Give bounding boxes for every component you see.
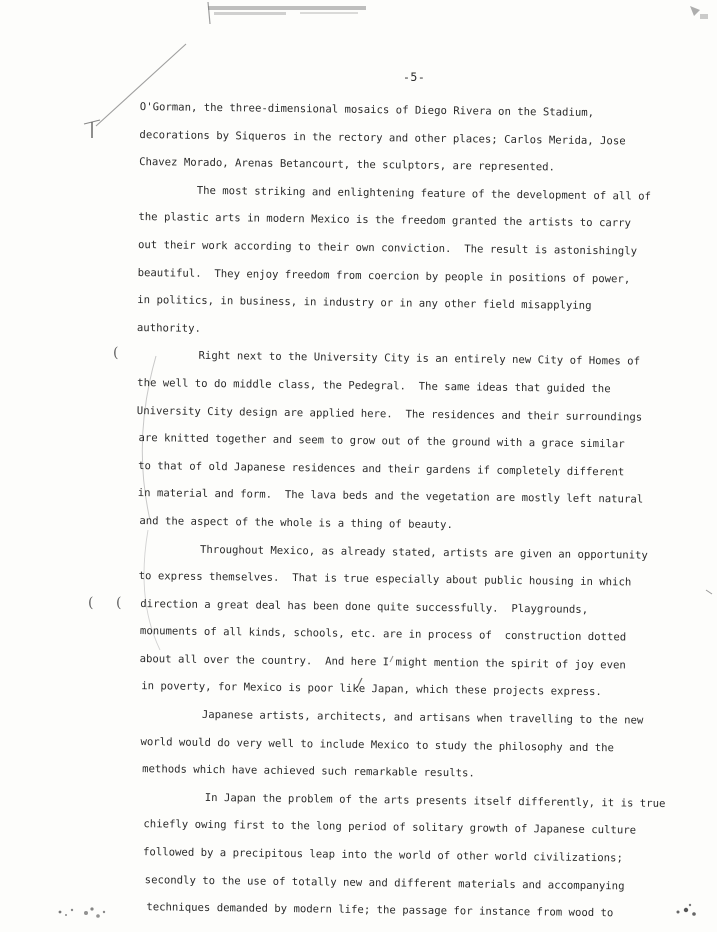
text-line: chiefly owing first to the long period of solitary growth of Japanese culture [143, 818, 637, 837]
margin-brackets [88, 345, 121, 611]
text-line: secondly to the use of totally new and different materials and accompanying [144, 873, 625, 893]
margin-tick-right [706, 590, 712, 594]
text-line: are knitted together and seem to grow out of the ground with a grace similar [138, 432, 625, 451]
text-line: to express themselves. That is true especially about public housing in which [138, 570, 632, 589]
page-number: -5- [403, 70, 426, 84]
text-line: in material and form. The lava beds and the vegetation are mostly left natural [137, 487, 644, 506]
text-line: Throughout Mexico, as already stated, artists are given an opportunity [199, 543, 648, 562]
text-line: In Japan the problem of the arts presents itself differently, it is true [204, 791, 666, 810]
text-line: direction a great deal has been done quite successfully. Playgrounds, [140, 597, 589, 616]
text-line: Chavez Morado, Arenas Betancourt, the sculptors, are represented. [139, 156, 556, 174]
text-line: in politics, in business, in industry or in any other field misapplying [137, 294, 592, 313]
text-line: in poverty, for Mexico is poor like Japan, which these projects express. [141, 680, 602, 699]
text-line: out their work according to their own conviction. The result is astonishingly [137, 238, 638, 258]
body-text [129, 94, 688, 929]
text-line: Japanese artists, architects, and artisans when travelling to the new [201, 708, 644, 727]
text-line: world would do very well to include Mexico to study the philosophy and the [140, 735, 615, 754]
svg-text:(: ( [113, 345, 119, 361]
text-line: the well to do middle class, the Pedegral. The same ideas that guided the [137, 376, 611, 396]
text-line: monuments of all kinds, schools, etc. are in process of construction dotted [139, 625, 627, 644]
text-line: Right next to the University City is an entirely new City of Homes of [198, 350, 641, 368]
text-line: to that of old Japanese residences and their gardens if completely different [138, 459, 625, 479]
text-line: the plastic arts in modern Mexico is the freedom granted the artists to carry [138, 211, 632, 230]
text-line: techniques demanded by modern life; the passage for instance from wood to [146, 901, 614, 920]
text-line: beautiful. They enjoy freedom from coercion by people in positions of power, [137, 266, 631, 285]
text-line: methods which have achieved such remarkable results. [142, 763, 475, 780]
text-line: followed by a precipitous leap into the world of other world civilizations; [142, 846, 623, 865]
svg-text:(: ( [88, 595, 94, 611]
text-line: The most striking and enlightening feature of the development of all of [196, 184, 652, 203]
text-line: O'Gorman, the three-dimensional mosaics of Diego Rivera on the Stadium, [139, 100, 595, 119]
corner-mark-top-right [690, 6, 708, 19]
scan-smudge-top [208, 2, 366, 24]
text-line: and the aspect of the whole is a thing of beauty. [139, 514, 453, 532]
text-line: decorations by Siqueros in the rectory and other places; Carlos Merida, Jose [139, 128, 626, 147]
text-line: University City design are applied here. The residences and their surroundings [136, 404, 643, 424]
text-line: authority. [136, 321, 201, 335]
text-line: about all over the country. And here I might mention the spirit of joy even [139, 652, 626, 672]
svg-text:(: ( [116, 595, 122, 611]
